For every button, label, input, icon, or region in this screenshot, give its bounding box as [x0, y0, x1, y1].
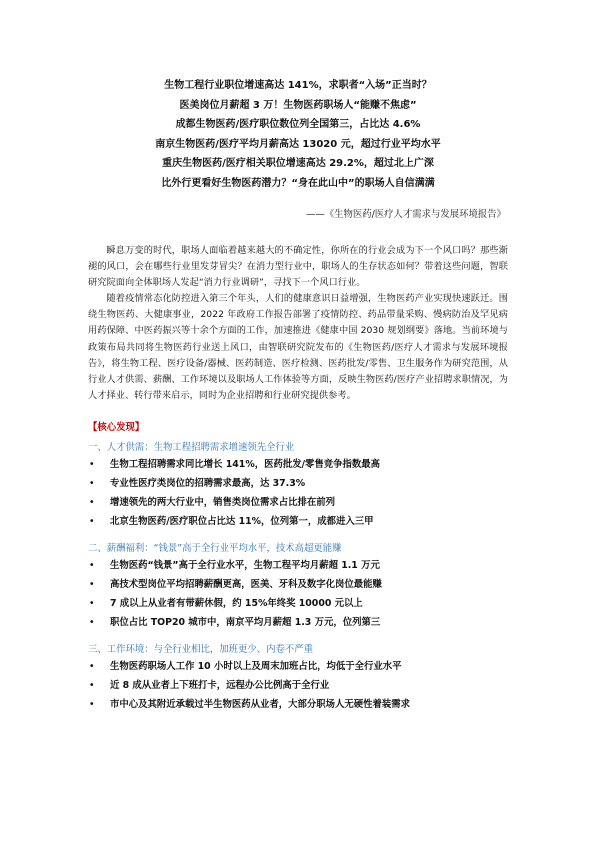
list-item — [88, 455, 508, 474]
list-item-text: 市中心及其附近承载过半生物医药从业者，大部分职场人无硬性着装需求 — [110, 698, 411, 710]
list-item-text: 生物医药“钱景”高于全行业水平，生物工程平均月薪超 1.1 万元 — [110, 559, 380, 571]
core-findings — [88, 420, 508, 714]
list-item — [88, 676, 508, 695]
bullet-icon: • — [89, 597, 95, 609]
intro-text — [88, 243, 508, 404]
bullet-icon: • — [89, 698, 95, 710]
bullet-icon: • — [89, 616, 95, 628]
findings-section-supply-demand — [88, 440, 508, 531]
headline-5: 重庆生物医药/医疗相关职位增速高达 29.2%，超过北上广深 — [162, 158, 434, 169]
bullet-icon: • — [89, 679, 95, 691]
list-item — [88, 474, 508, 493]
section-title: 三、工作环境：与全行业相比，加班更少、内卷不严重 — [88, 643, 314, 655]
headline-4: 南京生物医药/医疗平均月薪高达 13020 元，超过行业平均水平 — [155, 138, 441, 150]
list-item-text: 增速领先的两大行业中，销售类岗位需求占比排在前列 — [110, 496, 336, 508]
headline-1: 生物工程行业职位增速高达 141%，求职者“入场”正当时？ — [164, 80, 432, 91]
list-item — [88, 657, 508, 676]
list-item — [88, 575, 508, 594]
bullet-icon: • — [89, 496, 95, 508]
list-item — [88, 695, 508, 714]
list-item — [88, 493, 508, 512]
bullet-icon: • — [89, 515, 95, 527]
headline-6: 比外行更看好生物医药潜力？“身在此山中”的职场人自信满满 — [161, 177, 435, 189]
list-item — [88, 556, 508, 575]
headline-block — [88, 0, 508, 193]
bullet-list — [88, 556, 508, 632]
list-item-text: 近 8 成从业者上下班打卡，远程办公比例高于全行业 — [110, 679, 330, 691]
bullet-icon: • — [89, 458, 95, 470]
core-findings-label: 【核心发现】 — [88, 421, 145, 433]
list-item — [88, 512, 508, 531]
list-item-text: 生物工程招聘需求同比增长 141%，医药批发/零售竞争指数最高 — [110, 458, 381, 470]
section-title: 一、人才供需：生物工程招聘需求增速领先全行业 — [88, 441, 295, 453]
list-item-text: 7 成以上从业者有带薪休假，约 15%年终奖 10000 元以上 — [110, 597, 363, 609]
bullet-icon: • — [89, 578, 95, 590]
bullet-icon: • — [89, 559, 95, 571]
headline-2: 医美岗位月薪超 3 万！生物医药职场人“能赚不焦虑” — [179, 99, 417, 111]
list-item-text: 职位占比 TOP20 城市中，南京平均月薪超 1.3 万元，位列第三 — [110, 616, 381, 628]
bullet-icon: • — [89, 660, 95, 672]
list-item-text: 北京生物医药/医疗职位占比达 11%，位列第一，成都进入三甲 — [110, 515, 374, 527]
report-source: ——《生物医药/医疗人才需求与发展环境报告》 — [305, 209, 506, 220]
list-item-text: 生物医药职场人工作 10 小时以上及周末加班占比，均低于全行业水平 — [110, 660, 402, 672]
bullet-list — [88, 657, 508, 714]
list-item-text: 专业性医疗类岗位的招聘需求最高，达 37.3% — [110, 477, 306, 489]
findings-section-work-environment — [88, 642, 508, 714]
section-title: 二、薪酬福利：“钱景”高于全行业平均水平，技术高超更能赚 — [88, 542, 342, 554]
list-item — [88, 594, 508, 613]
findings-section-salary — [88, 541, 508, 632]
intro-paragraph-2: 随着疫情常态化防控进入第三个年头，人们的健康意识日益增强，生物医药产业实现快速跃迁。围绕生物医药、大健康事业，2022 年政府工作报告部署了疫情防控、药品带量采购、慢病防治及罕见病用药保障、中医药振兴等十余个方面的工作，加速推进《健康中国 2030 规划纲要》落地。当前环境与政策布局共同将生物医药行业送上风口，由智联研究院发布的《生物医药/医疗人才需求与发展环境报告》，将生物工程、医疗设备/器械、医药制造、医疗检测、医药批发/零售、卫生服务作为研究范围，从行业人才供需、薪酬、工作环境以及职场人工作体验等方面，反映生物医药/医疗产业招聘求职情况，为人才择业、转行带来启示，同时为企业招聘和行业研究提供参考。 — [88, 293, 508, 401]
bullet-icon: • — [89, 477, 95, 489]
intro-paragraph-1: 瞬息万变的时代，职场人面临着越来越大的不确定性，你所在的行业会成为下一个风口吗？那些渐褪的风口，会在哪些行业里发芽冒尖？在消力型行业中，职场人的生存状态如何？带着这些问题，智联研究院面向全体职场人发起“消力行业调研”，寻找下一个风口行业。 — [88, 245, 508, 289]
bullet-list — [88, 455, 508, 531]
list-item-text: 高技术型岗位平均招聘薪酬更高，医美、牙科及数字化岗位最能赚 — [110, 578, 382, 590]
list-item — [88, 613, 508, 632]
headline-3: 成都生物医药/医疗职位数位列全国第三，占比达 4.6% — [175, 119, 421, 130]
